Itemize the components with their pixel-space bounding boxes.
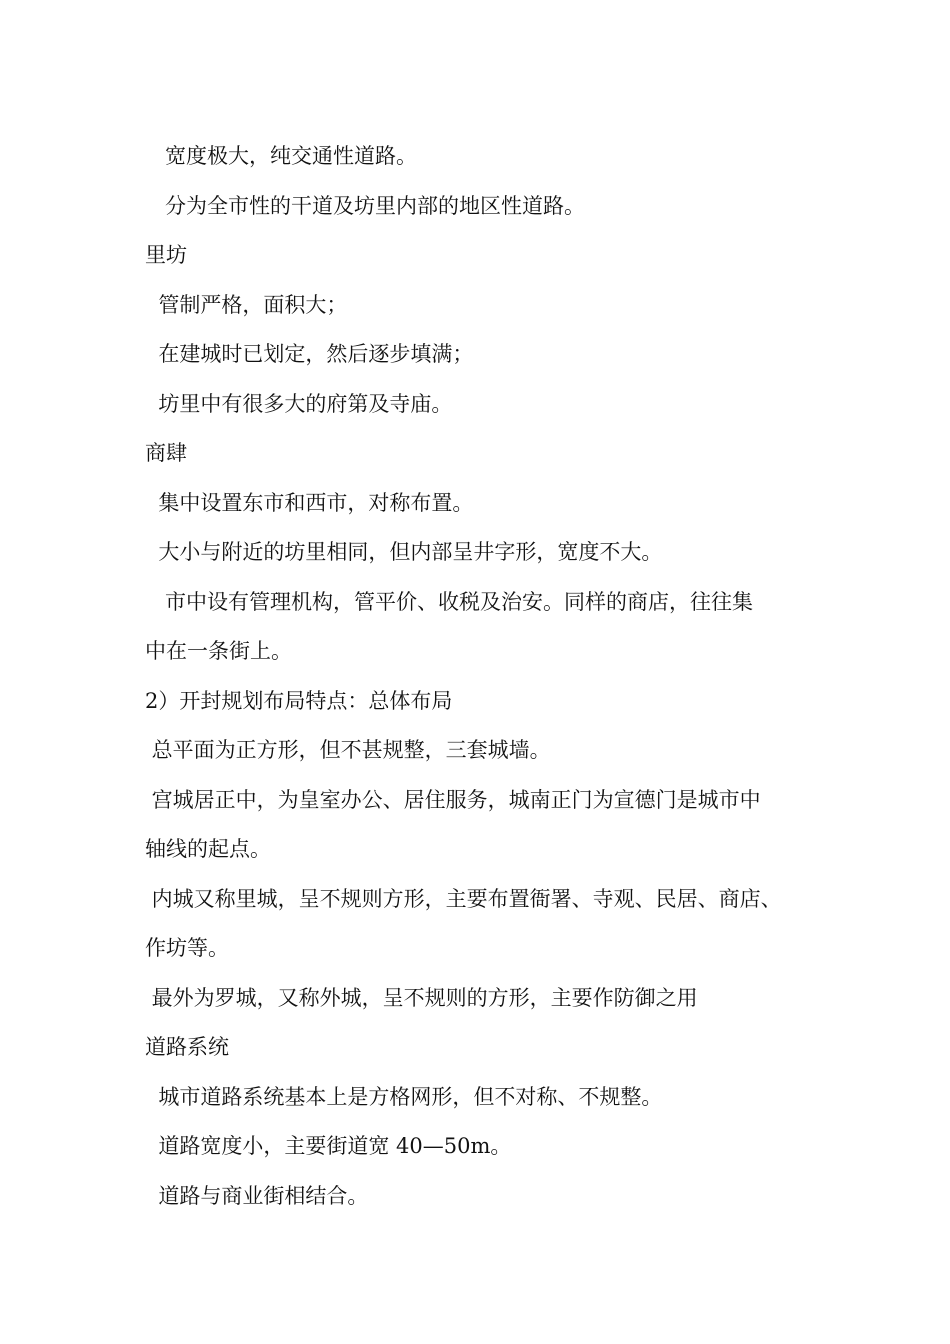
text-line: 轴线的起点。	[145, 837, 271, 861]
section-heading: 道路系统	[145, 1035, 229, 1059]
text-line: 管制严格，面积大；	[145, 292, 348, 317]
text-line: 中在一条街上。	[145, 639, 292, 663]
document-body	[145, 132, 845, 1221]
text-line: 分为全市性的干道及坊里内部的地区性道路。	[145, 193, 586, 218]
text-line: 集中设置东市和西市，对称布置。	[145, 490, 474, 515]
text-line: 宫城居正中，为皇室办公、居住服务，城南正门为宣德门是城市中	[145, 787, 761, 812]
text-line: 内城又称里城，呈不规则方形，主要布置衙署、寺观、民居、商店、	[145, 886, 782, 911]
text-line: 市中设有管理机构，管平价、收税及治安。同样的商店，往往集	[145, 589, 754, 614]
text-line: 在建城时已划定，然后逐步填满；	[145, 342, 474, 366]
text-line: 最外为罗城，又称外城，呈不规则的方形，主要作防御之用	[145, 985, 698, 1010]
text-line: 城市道路系统基本上是方格网形，但不对称、不规整。	[145, 1084, 663, 1109]
section-heading: 商肆	[145, 441, 187, 465]
text-line: 宽度极大，纯交通性道路。	[145, 144, 418, 168]
text-line: 道路与商业街相结合。	[145, 1183, 369, 1208]
text-line: 总平面为正方形，但不甚规整，三套城墙。	[145, 738, 551, 762]
section-heading: 2）开封规划布局特点：总体布局	[145, 688, 453, 713]
text-line: 大小与附近的坊里相同，但内部呈井字形，宽度不大。	[145, 540, 663, 564]
text-line: 道路宽度小，主要街道宽 40—50m。	[145, 1134, 512, 1158]
text-line: 坊里中有很多大的府第及寺庙。	[145, 391, 453, 416]
text-line: 作坊等。	[145, 936, 229, 960]
section-heading: 里坊	[145, 243, 187, 267]
